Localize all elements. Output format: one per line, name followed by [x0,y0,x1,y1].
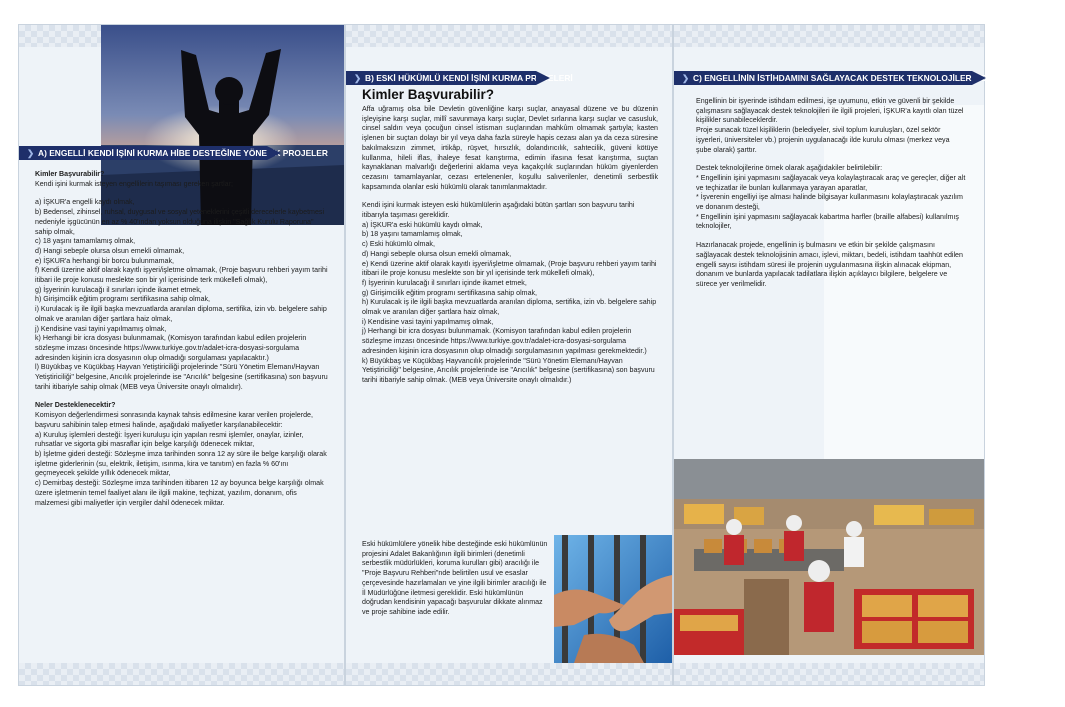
decorative-pattern-top [346,25,672,47]
condition-item: j) Herhangi bir icra dosyası bulunmamak. (Komisyon tarafından kabul edilen projelerin sözleşme imzası öncesinde https://www.turkiye.gov.tr/adalet-icra-dosyasi-sorgulama adresinden kişinin icra dosyasının olup olmadığı sorgulamasının yapılması gerekmektedir.) [362,327,647,355]
decorative-pattern-bottom [19,663,344,685]
eligibility-intro-2: Kendi işini kurmak isteyen eski hükümlülerin aşağıdaki bütün şartları son başvuru tarihi itibarıyla taşıması gereklidir. [362,201,635,220]
example-item: * Engellinin işini yapmasını sağlayacak veya kolaylaştıracak araç ve gereçler, diğer alt ve teçhizatlar ile bunları kullanmaya yarayan aparatlar, [696,173,966,192]
condition-item: h) Kurulacak iş ile ilgili başka mevzuatlarda aranılan diploma, sertifika, izin vb. belgelere sahip olmak ve aranılan diğer şartlara haiz olmak, [362,298,657,317]
decorative-pattern-top [674,25,984,47]
condition-item: b) 18 yaşını tamamlamış olmak, [362,230,463,239]
examples-intro: Destek teknolojilerine örnek olarak aşağıdakiler belirtilebilir: [696,164,883,173]
panel-b-body [362,105,658,386]
closing-paragraph: Eski hükümlülere yönelik hibe desteğinde eski hükümlünün projesini Adalet Bakanlığının ilgili birimleri (denetimli serbestlik müdürlükleri, koruma kurulları gibi) aracılığı ile "Proje Başvuru Rehberi"nde belirtilen usul ve esaslar çerçevesinde hazırlamaları ve yine ilgili birimler aracılığı ile İl Müdürlüğüne iletmesi gereklidir. Eski hükümlünün doğrudan kendisinin yapacağı başvurular dikkate alınmaz ve proje sahibine iade edilir. [362,540,548,616]
condition-item: a) İŞKUR'a engelli kaydı olmak, [35,198,135,207]
requirement-paragraph: Proje sunacak tüzel kişiliklerin (belediyeler, sivil toplum kuruluşları, özel sektör işyerleri, üniversiteler vb.) projenin uygulanacağı ilde kurulu olması (merkez veya şube olarak) şarttır. [696,126,950,154]
condition-item: e) Kendi üzerine aktif olarak kayıtlı işyeri/işletme olmamak, (Proje başvuru rehberi yayım tarihi itibari ile proje konusu meslekte son bir yıl içerisinde terk mükellefi olmak), [362,259,657,278]
section-a-title: A) ENGELLİ KENDİ İŞİNİ KURMA HİBE DESTEĞİNE YÖNELİK PROJELER [38,148,328,158]
kimler-big-title: Kimler Başvurabilir? [362,87,495,102]
section-c-header [674,71,1065,85]
condition-item: b) Bedensel, zihinsel, ruhsal, duygusal ve sosyal yeteneklerini çeşitli derecelerle kaybetmesi nedeniyle işgücünün en az % 40'ından yoksun olduğuna ilişkin "Sağlık Kurulu Raporuna" sahip olmak, [35,208,325,236]
example-item: * Engellinin işini yapmasını sağlayacak kabartma harfler (braille alfabesi) kullanılmış teknolojiler, [696,212,959,231]
condition-item: g) Girişimcilik eğitim programı sertifikasına sahip olmak, [362,288,538,297]
kimler-title: Kimler Başvurabilir? [35,170,105,178]
panel-a-body [35,170,329,508]
chevron-right-icon: ❯ [682,73,690,83]
neler-title: Neler Desteklenecektir? [35,401,116,410]
hands-prison-bars-photo [554,535,672,663]
intro-paragraph: Engellinin bir işyerinde istihdam edilmesi, işe uyumunu, etkin ve güvenli bir şekilde çalışmasını sağlayacak destek teknolojileri ile ilgili projeleri, İŞKUR'a kayıtlı olan tüzel kişilikler sunabileceklerdir. [696,97,964,125]
support-item: b) İşletme gideri desteği: Sözleşme imza tarihinden sonra 12 ay süre ile belge karşılığı olarak işletme giderlerinin (su, elektrik, iletişim, ısınma, kira ve tanıtım) en fazla % 60'ını geçmeyecek şekilde yıllık ödenecek miktar, [35,449,327,478]
eligibility-intro: Affa uğramış olsa bile Devletin güvenliğine karşı suçlar, anayasal düzene ve bu düzenin işleyişine karşı suçlar, millî savunmaya karşı suçlar, Devlet sırlarına karşı suçlar ve casusluk, cinsel saldırı veya çocuğun cinsel istismarı suçlarından mahkûm olmamak şartıyla; kasten işlenen bir suçtan dolayı bir yıl veya daha fazla süreyle hapis cezası alan ya da ceza süresine bakılmaksızın zimmet, irtikâp, rüşvet, hırsızlık, dolandırıcılık, sahtecilik, güveni kötüye kullanma, hileli iflas, ihaleye fesat karıştırma, edimin ifasına fesat karıştırma, suçtan kaynaklanan malvarlığı değerlerini aklama veya kaçakçılık suçlarından hüküm giyenlerden cezasını tamamlayanlar, cezası ertelenenler, koşullu salıverilenler, denetimli serbestlik kapsamında olanlar eski hükümlü olarak tanımlanmaktadır. [362,105,658,191]
decorative-pattern-bottom [674,663,984,685]
section-b-title: B) ESKİ HÜKÜMLÜ KENDİ İŞİNİ KURMA PROJELERİ [365,73,573,83]
section-b-header [346,71,573,85]
example-item: * İşverenin engelliyi işe alması halinde bilgisayar kullanmasını kolaylaştıracak yazılım ve donanım desteği, [696,193,963,212]
neler-intro: Komisyon değerlendirmesi sonrasında kaynak tahsis edilmesine karar verilen projelerde, başvuru sahibinin talep etmesi halinde, aşağıdaki maliyetler karşılanabilecektir: [35,411,313,429]
condition-item: j) Kendisine vasi tayini yapılmamış olmak, [35,324,167,333]
condition-item: a) İŞKUR'a eski hükümlü kaydı olmak, [362,220,483,229]
condition-item: d) Hangi sebeple olursa olsun emekli olmamak, [362,249,512,258]
panel-b [345,24,673,686]
condition-item: k) Büyükbaş ve Küçükbaş Hayvancılık projelerinde "Sürü Yönetim Elemanı/Hayvan Yetiştiriciliği" belgesine, Arıcılık projelerinde ise "Arıcılık" belgesine (sertifikasına) son başvuru tarihi itibariyle sahip olmak. (MEB veya Üniversite onaylı olmalıdır.) [362,356,655,384]
condition-item: e) İŞKUR'a herhangi bir borcu bulunmamak, [35,256,174,265]
project-requirements-paragraph: Hazırlanacak projede, engellinin iş bulmasını ve etkin bir şekilde çalışmasını sağlayacak destek teknolojisinin amacı, işlevi, miktarı, bedeli, istihdam taahhüt edilen engelli sayısı istihdam süresi ile projenin uygulanmasına ilişkin alınacak ekipman, donanım ve bunlarda yapılacak tadilatlara ilişkin açıklayıcı bilgilere, belgelere ve sürece yer verilmelidir. [696,241,963,288]
condition-item: c) Eski hükümlü olmak, [362,240,435,249]
support-item: a) Kuruluş işlemleri desteği: İşyeri kuruluşu için yapılan resmi işlemler, onaylar, izinler, ruhsatlar ve sigorta gibi masraflar için belge karşılığı ödenecek miktar, [35,430,304,449]
section-c-title: C) ENGELLİNİN İSTİHDAMINI SAĞLAYACAK DESTEK TEKNOLOJİLERİNE İLİŞKİN PROJELER [693,73,1065,83]
condition-item: g) İşyerinin kurulacağı il sınırları içinde ikamet etmek, [35,285,202,294]
panel-a [18,24,345,686]
factory-workers-photo [674,459,984,655]
condition-item: i) Kurulacak iş ile ilgili başka mevzuatlarda aranılan diploma, sertifika, izin vb. belgelere sahip olmak ve aranılan diğer şartlara haiz olmak, [35,305,327,323]
condition-item: i) Kendisine vasi tayini yapılmamış olmak, [362,317,494,326]
condition-item: d) Hangi sebeple olursa olsun emekli olmamak, [35,246,185,255]
kimler-intro: Kendi işini kurmak isteyen engellilerin taşıması gereken şartlar; [35,179,233,188]
chevron-right-icon: ❯ [27,148,35,158]
decorative-pattern-bottom [346,663,672,685]
support-item: c) Demirbaş desteği: Sözleşme imza tarihinden itibaren 12 ay boyunca belge karşılığı olmak üzere işletmenin temel faaliyet alanı ile ilgili makine, teçhizat, yazılım, donanım, ofis malzemesi gibi maliyetler için vergiler dahil ödenecek miktar. [35,479,324,507]
chevron-right-icon: ❯ [354,73,362,83]
condition-item: h) Girişimcilik eğitim programı sertifikasına sahip olmak, [35,295,211,304]
condition-item: f) İşyerinin kurulacağı il sınırları içinde ikamet etmek, [362,278,527,287]
condition-item: l) Büyükbaş ve Küçükbaş Hayvan Yetiştiriciliği projelerinde "Sürü Yönetim Elemanı/Hayvan Yetiştiriciliği" belgesine, Arıcılık projelerinde ise "Arıcılık" belgesine (sertifikasına) son başvuru tarihi itibariyle sahip olmak (MEB veya Üniversite onaylı olmalıdır). [35,363,328,391]
section-a-header [19,146,328,160]
panel-c-body [696,97,966,290]
condition-item: k) Herhangi bir icra dosyası bulunmamak, (Komisyon tarafından kabul edilen projelerin sözleşme imzası öncesinde https://www.turkiye.gov.tr/adalet-icra-dosyasi-sorgulama adresinden kişinin icra dosyasının olup olmadığı sorgulaması yapılacaktır.) [35,334,307,362]
condition-item: c) 18 yaşını tamamlamış olmak, [35,237,136,246]
panel-c [673,24,1065,686]
condition-item: f) Kendi üzerine aktif olarak kayıtlı işyeri/işletme olmamak, (Proje başvuru rehberi yayım tarihi itibari ile proje konusu meslekte son bir yıl içerisinde terk mükellefi olmak), [35,266,328,285]
